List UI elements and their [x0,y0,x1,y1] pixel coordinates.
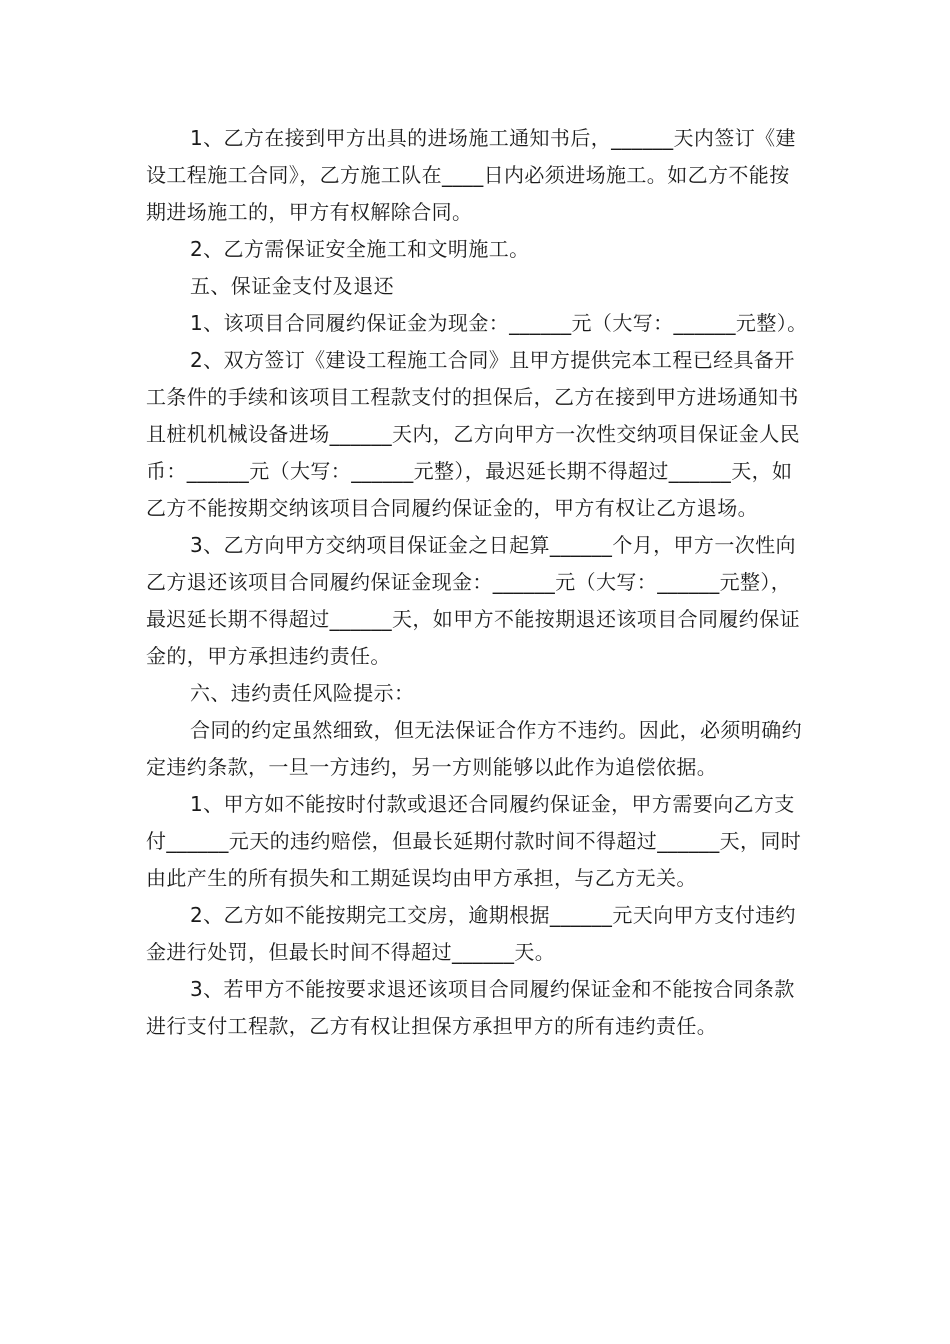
clause-6-3: 3、若甲方不能按要求退还该项目合同履约保证金和不能按合同条款进行支付工程款，乙方有权让担保方承担甲方的所有违约责任。 [146,977,795,1038]
clause-4-1: 1、乙方在接到甲方出具的进场施工通知书后，______天内签订《建设工程施工合同》，乙方施工队在____日内必须进场施工。如乙方不能按期进场施工的，甲方有权解除合同。 [146,126,796,224]
clause-5-1: 1、该项目合同履约保证金为现金：______元（大写：______元整）。 [190,311,808,335]
section-6-heading: 六、违约责任风险提示： [190,681,415,705]
section-6-intro: 合同的约定虽然细致，但无法保证合作方不违约。因此，必须明确约定违约条款，一旦一方违约，另一方则能够以此作为追偿依据。 [146,718,802,779]
clause-4-2: 2、乙方需保证安全施工和文明施工。 [190,237,530,261]
clause-5-2: 2、双方签订《建设工程施工合同》且甲方提供完本工程已经具备开工条件的手续和该项目工程款支付的担保后，乙方在接到甲方进场通知书且桩机机械设备进场______天内，乙方向甲方一次性交纳项目保证金人民币：______元（大写：______元整），最迟延长期不得超过______天，如乙方不能按期交纳该项目合同履约保证金的，甲方有权让乙方退场。 [146,348,800,520]
section-5-heading: 五、保证金支付及退还 [190,274,394,298]
clause-6-1: 1、甲方如不能按时付款或退还合同履约保证金，甲方需要向乙方支付______元天的违约赔偿，但最长延期付款时间不得超过______天，同时由此产生的所有损失和工期延误均由甲方承担，与乙方无关。 [146,792,802,890]
clause-5-3: 3、乙方向甲方交纳项目保证金之日起算______个月，甲方一次性向乙方退还该项目合同履约保证金现金：______元（大写：______元整），最迟延长期不得超过______天，如甲方不能按期退还该项目合同履约保证金的，甲方承担违约责任。 [146,533,800,668]
document-body [146,120,808,1045]
clause-6-2: 2、乙方如不能按期完工交房，逾期根据______元天向甲方支付违约金进行处罚，但最长时间不得超过______天。 [146,903,796,964]
